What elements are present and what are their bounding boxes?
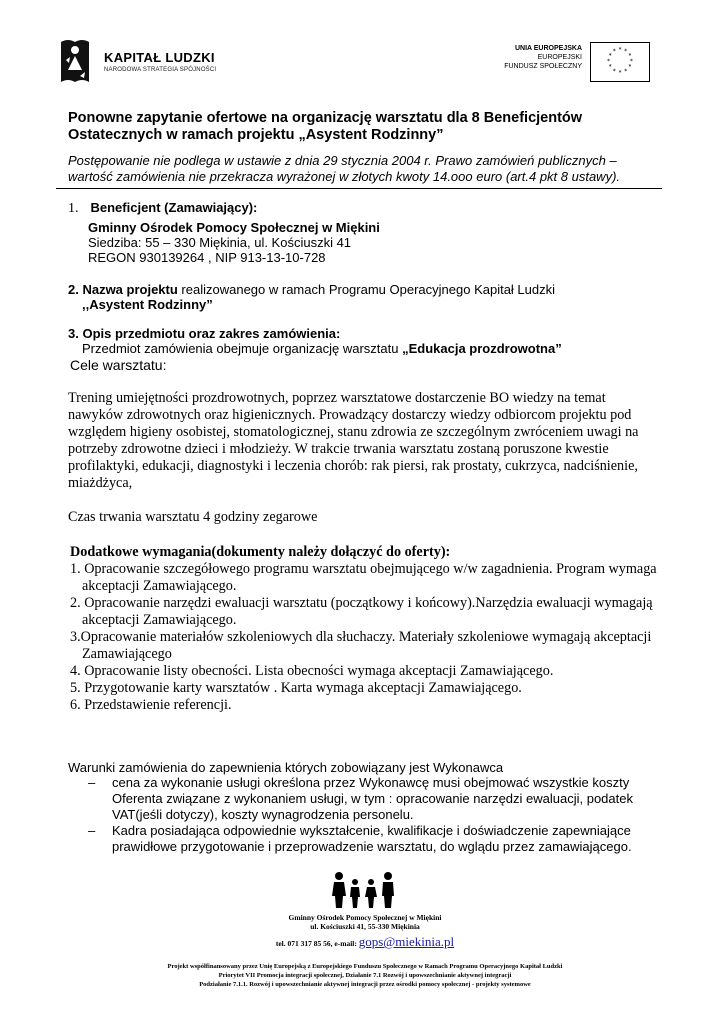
svg-text:*: * xyxy=(608,64,612,71)
svg-text:*: * xyxy=(629,58,633,65)
goals-label: Cele warsztatu: xyxy=(70,357,167,373)
kapital-ludzki-logo xyxy=(58,36,258,86)
section-3-text: Przedmiot zamówienia obejmuje organizację warsztatu xyxy=(82,341,403,356)
dash-bullet-icon: – xyxy=(88,823,96,838)
beneficiary-org: Gminny Ośrodek Pomocy Społecznej w Miękini xyxy=(88,220,380,235)
section-2-label: 2. Nazwa projektu xyxy=(68,282,178,297)
svg-text:*: * xyxy=(618,47,622,54)
svg-text:*: * xyxy=(612,68,616,75)
svg-text:*: * xyxy=(624,49,628,56)
beneficiary-ids: REGON 930139264 , NIP 913-13-10-728 xyxy=(88,250,326,265)
svg-text:*: * xyxy=(628,64,632,71)
footer-org xyxy=(200,913,530,931)
eu-line-2: EUROPEJSKI xyxy=(537,54,582,61)
duration: Czas trwania warsztatu 4 godziny zegarowe xyxy=(68,509,318,525)
footer-legal-line: Priorytet VII Promocja integracji społecznej, Działanie 7.1 Rozwój i upowszechnianie aktywnej integracji xyxy=(218,972,512,979)
requirement-item: 3.Opracowanie materiałów szkoleniowych dla słuchaczy. Materiały szkoleniowe wymagają akceptacji Zamawiającego xyxy=(70,629,652,662)
svg-text:*: * xyxy=(607,58,611,65)
project-name: ,,Asystent Rodzinny” xyxy=(82,297,213,312)
legal-notice: Postępowanie nie podlega w ustawie z dnia 29 stycznia 2004 r. Prawo zamówień publicznych – wartość zamówienia nie przekracza wyrażonej w złotych kwoty 14.ooo euro (art.4 pkt 8 ustawy). xyxy=(68,153,621,184)
section-1 xyxy=(68,199,257,217)
requirement-item: 6. Przedstawienie referencji. xyxy=(70,697,232,713)
divider xyxy=(56,188,662,189)
footer-legal-line: Projekt współfinansowany przez Unię Europejską z Europejskiego Funduszu Społecznego w Ramach Programu Operacyjnego Kapitał Ludzki xyxy=(167,963,563,970)
eu-line-3: FUNDUSZ SPOŁECZNY xyxy=(504,63,582,70)
footer-address: ul. Kościuszki 41, 55-330 Miękinia xyxy=(310,922,420,931)
svg-text:*: * xyxy=(612,49,616,56)
condition-text: cena za wykonanie usługi określona przez Wykonawcę musi obejmować wszystkie koszty Oferenta związane z wykonaniem usługi, w tym : opracowanie narzędzi ewaluacji, podatek VAT(jeśli dotyczy), koszty wynagrodzenia personelu. xyxy=(112,775,633,822)
requirement-item: 5. Przygotowanie karty warsztatów . Karta wymaga akceptacji Zamawiającego. xyxy=(70,680,522,696)
requirements-list xyxy=(70,561,660,714)
requirements-heading: Dodatkowe wymagania(dokumenty należy dołączyć do oferty): xyxy=(70,544,451,560)
eu-flag-icon xyxy=(590,42,650,82)
requirement-item: 1. Opracowanie szczegółowego programu warsztatu obejmującego w/w zagadnienia. Program wymaga akceptacji Zamawiającego. xyxy=(70,561,657,594)
goals-paragraph: Trening umiejętności prozdrowotnych, poprzez warsztatowe dostarczenie BO wiedzy na temat nawyków zdrowotnych oraz higienicznych. Prowadzący dostarczy wiedzy odbiorcom projektu pod względem higieny osobistej, stomatologicznej, stanu zdrowia ze szczególnym zwróceniem uwagi na potrzeby zdrowotne dzieci i młodzieży. W trakcie trwania warsztatu zostaną poruszone kwestie profilaktyki, edukacji, diagnostyki i leczenia chorób: rak piersi, rak prostaty, cukrzyca, nadciśnienie, miażdżyca, xyxy=(68,390,639,491)
svg-text:*: * xyxy=(624,68,628,75)
section-3-heading: 3. Opis przedmiotu oraz zakres zamówienia: xyxy=(68,326,341,341)
section-2 xyxy=(68,282,555,298)
conditions-heading: Warunki zamówienia do zapewnienia których zobowiązany jest Wykonawca xyxy=(68,760,504,775)
footer-email-link[interactable]: gops@miekinia.pl xyxy=(358,934,455,949)
section-2-text: realizowanego w ramach Programu Operacyjnego Kapitał Ludzki xyxy=(177,282,556,297)
workshop-name: „Edukacja prozdrowotna” xyxy=(402,341,562,356)
requirement-item: 2. Opracowanie narzędzi ewaluacji warsztatu (początkowy i końcowy).Narzędzia ewaluacji wymagają akceptacji Zamawiającego. xyxy=(70,595,653,628)
condition-item xyxy=(88,775,668,823)
section-3-description xyxy=(82,341,562,357)
logo-title: KAPITAŁ LUDZKI xyxy=(104,50,215,65)
footer-phone: tel. 071 317 85 56, e-mail: xyxy=(275,939,359,948)
family-logo-icon xyxy=(325,870,405,910)
document-title: Ponowne zapytanie ofertowe na organizację warsztatu dla 8 Beneficjentów Ostatecznych w ramach projektu „Asystent Rodzinny” xyxy=(68,110,583,143)
footer-org-name: Gminny Ośrodek Pomocy Społecznej w Miękini xyxy=(288,913,442,922)
condition-text: Kadra posiadająca odpowiednie wykształcenie, kwalifikacje i doświadczenie zapewniające prawidłowe przygotowanie i przeprowadzenie warsztatu, do wglądu przez zamawiającego. xyxy=(112,823,632,854)
section-1-heading: Beneficjent (Zamawiający): xyxy=(90,200,258,215)
condition-item xyxy=(88,823,668,855)
footer-legal xyxy=(100,962,630,989)
requirement-item: 4. Opracowanie listy obecności. Lista obecności wymaga akceptacji Zamawiającego. xyxy=(70,663,554,679)
footer-legal-line: Podziałanie 7.1.1. Rozwój i upowszechnianie aktywnej integracji przez ośrodki pomocy społecznej - projekty systemowe xyxy=(199,981,531,988)
eu-line-1: UNIA EUROPEJSKA xyxy=(514,45,582,52)
footer-contact xyxy=(200,934,530,950)
svg-text:*: * xyxy=(608,53,612,60)
svg-text:*: * xyxy=(628,53,632,60)
eu-logo-text xyxy=(470,44,582,71)
beneficiary-address: Siedziba: 55 – 330 Miękinia, ul. Kościuszki 41 xyxy=(88,235,352,250)
logo-subtitle: NARODOWA STRATEGIA SPÓJNOŚCI xyxy=(104,67,217,73)
conditions-list xyxy=(88,775,668,855)
dash-bullet-icon: – xyxy=(88,775,96,790)
section-1-number: 1. xyxy=(68,201,79,216)
kapital-ludzki-emblem-icon xyxy=(58,36,92,84)
svg-text:*: * xyxy=(618,70,622,77)
